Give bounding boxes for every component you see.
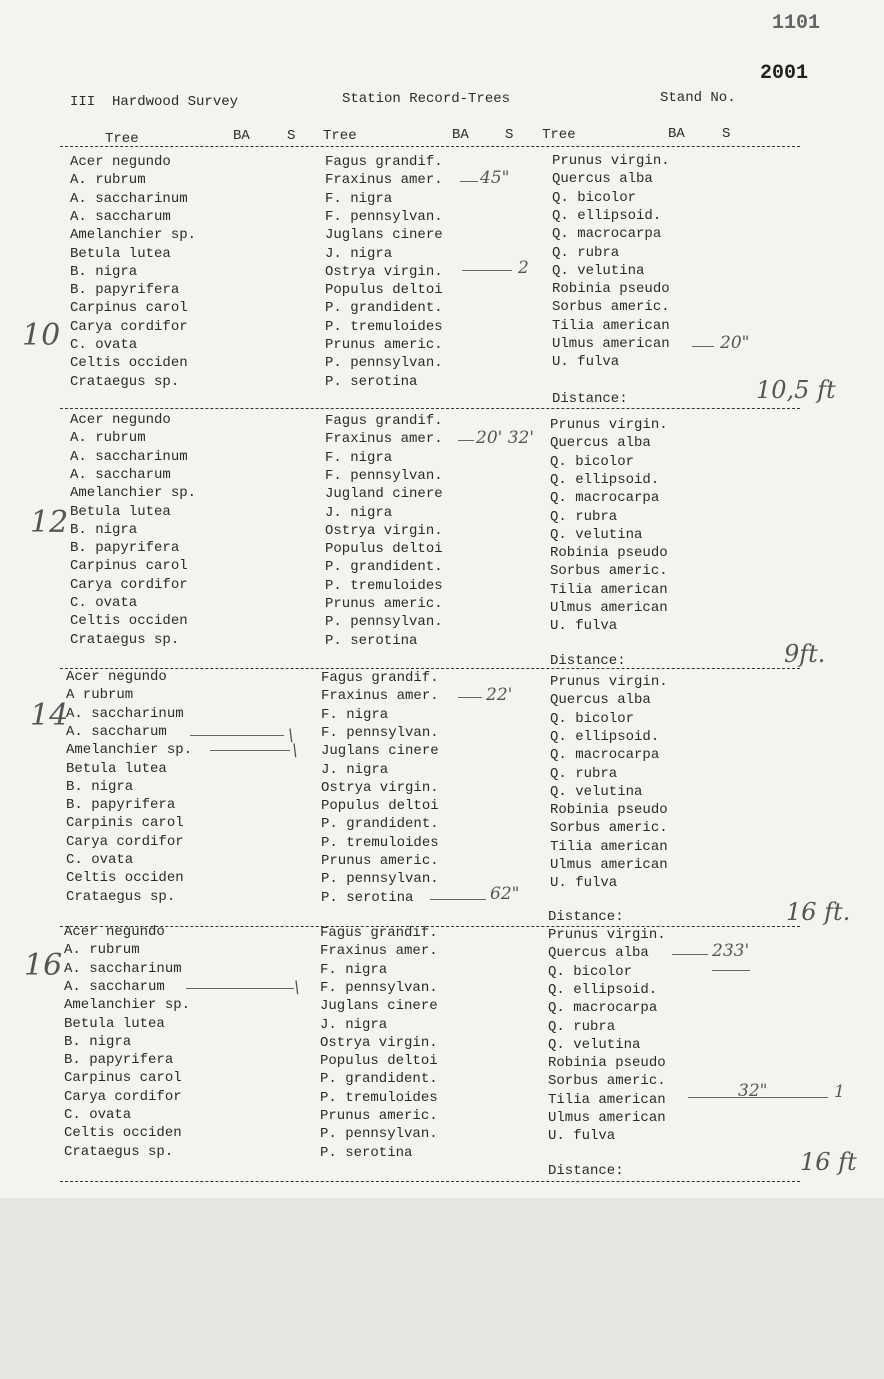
tree-name: Q. bicolor	[550, 453, 635, 470]
tree-name: Tilia american	[550, 838, 668, 855]
tree-name: P. pennsylvan.	[320, 1126, 438, 1143]
header-divider	[60, 146, 800, 147]
tree-name: Amelanchier sp.	[70, 227, 197, 244]
tree-name: P. serotina	[320, 1144, 413, 1161]
tree-name: A rubrum	[66, 687, 134, 704]
tree-name: B. papyrifera	[66, 797, 176, 814]
tally-line	[186, 988, 294, 989]
tree-name: P. grandident.	[325, 300, 443, 317]
tally-line	[672, 954, 708, 955]
distance-value: 16 ft.	[786, 898, 851, 926]
tree-name: Q. macrocarpa	[550, 490, 660, 507]
tree-name: P. pennsylvan.	[325, 355, 443, 372]
tree-name: Populus deltoi	[321, 798, 439, 815]
tree-name: U. fulva	[552, 354, 620, 371]
tree-name: Q. velutina	[550, 783, 643, 800]
tree-name: Carpinus carol	[70, 300, 188, 317]
tree-name: P. pennsylvan.	[325, 614, 443, 631]
tree-name: Acer negundo	[70, 412, 171, 428]
distance-value: 16 ft	[800, 1148, 857, 1176]
tree-name: Q. macrocarpa	[552, 226, 662, 243]
tree-name: P. serotina	[325, 632, 418, 649]
tree-name: U. fulva	[550, 618, 618, 635]
tree-name: Carpinus carol	[70, 558, 188, 575]
tree-name: Fagus grandif.	[320, 925, 438, 941]
tree-name: Quercus alba	[552, 171, 653, 188]
tree-name: Ulmus american	[552, 336, 670, 352]
tree-name: Robinia pseudo	[552, 281, 670, 298]
tree-name: F. pennsylvan.	[325, 467, 443, 484]
tree-name: Fagus grandif.	[321, 670, 439, 686]
tally-line	[458, 440, 474, 441]
tree-name: J. nigra	[320, 1016, 388, 1033]
tree-name: Betula lutea	[66, 760, 167, 777]
station-divider	[60, 1181, 800, 1182]
col-tree-header: Tree	[542, 127, 576, 143]
tree-name: Carpinus carol	[64, 1070, 182, 1087]
tally-line	[458, 697, 482, 698]
tree-name: J. nigra	[325, 245, 393, 262]
tree-name: Acer negundo	[64, 924, 165, 940]
tree-name: Prunus virgin.	[548, 927, 666, 943]
tree-name: Betula lutea	[64, 1015, 165, 1032]
tree-name: Q. ellipsoid.	[550, 728, 660, 745]
tree-name: Celtis occiden	[64, 1125, 182, 1142]
tree-name: Sorbus americ.	[548, 1073, 666, 1090]
tally-line	[462, 270, 512, 271]
tree-name: B. nigra	[70, 263, 138, 280]
station-number: 12	[30, 505, 69, 540]
tree-name: Populus deltoi	[320, 1053, 438, 1070]
tree-name: Prunus americ.	[325, 596, 443, 612]
tree-name: Carpinis carol	[66, 815, 184, 832]
tree-name: A. saccharum	[64, 978, 165, 995]
handwritten-note: 233'	[712, 941, 750, 961]
stand-label: Stand No.	[660, 90, 736, 106]
tree-name: B. nigra	[66, 778, 134, 795]
tree-name: Crataegus sp.	[70, 631, 180, 648]
tree-name: Acer negundo	[66, 669, 167, 685]
tree-name: Amelanchier sp.	[70, 485, 197, 502]
tree-name: C. ovata	[70, 595, 138, 611]
tree-name: Q. macrocarpa	[550, 747, 660, 764]
tree-name: Carya cordifor	[64, 1088, 182, 1105]
station-number: 16	[24, 948, 63, 983]
tree-name: Q. ellipsoid.	[548, 981, 658, 998]
tree-name: Q. ellipsoid.	[550, 471, 660, 488]
tree-name: Robinia pseudo	[550, 545, 668, 562]
tree-name: Crataegus sp.	[66, 888, 176, 905]
col-s-header: S	[505, 127, 514, 143]
tree-name: Tilia american	[548, 1091, 666, 1108]
tree-name: Q. rubra	[548, 1018, 616, 1035]
tree-name: Q. velutina	[548, 1036, 641, 1053]
tree-name: Q. velutina	[550, 526, 643, 543]
tally-line	[460, 181, 478, 182]
col-tree-header: Tree	[323, 128, 357, 144]
tree-name: P. tremuloides	[321, 834, 439, 851]
tree-name: Amelanchier sp.	[64, 997, 191, 1014]
tree-name: Quercus alba	[550, 692, 651, 709]
handwritten-note: \	[292, 741, 298, 761]
tree-name: A. saccharinum	[64, 960, 182, 977]
tree-name: Fagus grandif.	[325, 413, 443, 429]
tree-name: Celtis occiden	[70, 613, 188, 630]
tally-line	[190, 735, 284, 736]
tree-name: Q. bicolor	[550, 710, 635, 727]
distance-label: Distance:	[550, 653, 626, 669]
tree-name: P. pennsylvan.	[321, 871, 439, 888]
tree-name: Prunus americ.	[325, 337, 443, 353]
col-s-header: S	[722, 126, 731, 142]
tree-name: C. ovata	[70, 337, 138, 353]
tree-name: F. nigra	[320, 961, 388, 978]
tree-name: P. grandident.	[320, 1071, 438, 1088]
tree-name: P. tremuloides	[320, 1089, 438, 1106]
distance-label: Distance:	[552, 391, 628, 407]
distance-value: 9ft.	[784, 640, 826, 668]
tree-name: Fraxinus amer.	[321, 688, 439, 705]
tree-name: Q. bicolor	[548, 963, 633, 980]
tree-name: Acer negundo	[70, 154, 171, 170]
tree-name: B. papyrifera	[70, 540, 180, 557]
tree-name: Celtis occiden	[70, 355, 188, 372]
tree-name: F. pennsylvan.	[320, 979, 438, 996]
tree-name: Fagus grandif.	[325, 154, 443, 170]
tree-name: F. nigra	[325, 449, 393, 466]
tree-name: Ostrya virgin.	[325, 522, 443, 539]
tree-name: Q. rubra	[550, 508, 618, 525]
tree-name: F. nigra	[321, 706, 389, 723]
tree-name: Betula lutea	[70, 245, 171, 262]
record-title: Station Record-Trees	[342, 91, 511, 107]
stand-number-top: 1101	[772, 12, 821, 35]
tally-line	[430, 899, 486, 900]
tree-name: B. papyrifera	[64, 1052, 174, 1069]
tree-name: J. nigra	[325, 504, 393, 521]
tree-name: Ulmus american	[550, 600, 668, 616]
tree-name: A. saccharum	[70, 208, 171, 225]
handwritten-note: 22'	[486, 685, 513, 705]
tree-name: A. saccharum	[66, 723, 167, 740]
tree-name: P. serotina	[321, 889, 414, 906]
tree-name: F. pennsylvan.	[321, 724, 439, 741]
tree-name: Betula lutea	[70, 503, 171, 520]
tree-name: C. ovata	[64, 1107, 132, 1123]
page-margin	[0, 1198, 884, 1379]
tree-name: Ulmus american	[548, 1110, 666, 1126]
tree-name: Prunus americ.	[320, 1108, 438, 1124]
tree-name: P. tremuloides	[325, 577, 443, 594]
handwritten-note: 62"	[490, 884, 520, 904]
handwritten-note: 45"	[480, 168, 510, 188]
stand-number: 2001	[760, 62, 809, 85]
tree-name: P. grandident.	[325, 559, 443, 576]
tree-name: Carya cordifor	[70, 318, 188, 335]
handwritten-note: \	[288, 726, 294, 746]
tree-name: Fraxinus amer.	[325, 431, 443, 448]
col-ba-header: BA	[233, 128, 250, 144]
tally-line	[712, 970, 750, 971]
tally-line	[692, 346, 714, 347]
station-divider	[60, 408, 800, 409]
tree-name: Ostrya virgin.	[325, 263, 443, 280]
tree-name: Populus deltoi	[325, 282, 443, 299]
distance-label: Distance:	[548, 1163, 624, 1179]
tree-name: Amelanchier sp.	[66, 742, 193, 759]
col-ba-header: BA	[668, 126, 685, 142]
distance-value: 10,5 ft	[756, 376, 836, 404]
tree-name: Q. rubra	[550, 765, 618, 782]
tree-name: Ulmus american	[550, 857, 668, 873]
tree-name: Prunus virgin.	[552, 153, 670, 169]
tree-name: Q. macrocarpa	[548, 1000, 658, 1017]
survey-title: III Hardwood Survey	[70, 94, 239, 110]
col-s-header: S	[287, 128, 296, 144]
tree-name: U. fulva	[550, 875, 618, 892]
tree-name: Tilia american	[552, 317, 670, 334]
col-tree-header: Tree	[105, 131, 139, 147]
tally-line	[210, 750, 290, 751]
tree-name: A. rubrum	[70, 172, 146, 189]
handwritten-note: 32"	[738, 1081, 768, 1101]
tree-name: Robinia pseudo	[550, 802, 668, 819]
tree-name: J. nigra	[321, 761, 389, 778]
tree-name: Carya cordifor	[70, 576, 188, 593]
tree-name: A. saccharinum	[70, 448, 188, 465]
tree-name: P. grandident.	[321, 816, 439, 833]
tree-name: Crataegus sp.	[70, 373, 180, 390]
tree-name: C. ovata	[66, 852, 134, 868]
tree-name: Juglans cinere	[325, 227, 443, 244]
tree-name: Q. velutina	[552, 262, 645, 279]
tree-name: Jugland cinere	[325, 486, 443, 503]
tree-name: P. serotina	[325, 373, 418, 390]
tree-name: Q. bicolor	[552, 189, 637, 206]
tree-name: Ostrya virgin.	[321, 779, 439, 796]
tree-name: F. nigra	[325, 190, 393, 207]
handwritten-note: \	[294, 978, 300, 998]
handwritten-note: 20' 32'	[476, 428, 535, 448]
col-ba-header: BA	[452, 127, 469, 143]
tree-name: A. rubrum	[70, 430, 146, 447]
distance-label: Distance:	[548, 909, 624, 925]
tree-name: U. fulva	[548, 1128, 616, 1145]
tree-name: Q. ellipsoid.	[552, 207, 662, 224]
tree-name: Tilia american	[550, 581, 668, 598]
tree-name: B. nigra	[64, 1033, 132, 1050]
tree-name: Quercus alba	[550, 435, 651, 452]
tree-name: Prunus virgin.	[550, 417, 668, 433]
tree-name: Carya cordifor	[66, 833, 184, 850]
station-number: 10	[22, 318, 61, 353]
tree-name: Celtis occiden	[66, 870, 184, 887]
tree-name: Fraxinus amer.	[320, 943, 438, 960]
tree-name: Prunus americ.	[321, 853, 439, 869]
tree-name: A. saccharinum	[66, 705, 184, 722]
tree-name: Sorbus americ.	[550, 563, 668, 580]
tree-name: F. pennsylvan.	[325, 208, 443, 225]
handwritten-note: 2	[518, 258, 529, 278]
tree-name: B. papyrifera	[70, 282, 180, 299]
tree-name: A. saccharinum	[70, 190, 188, 207]
tree-name: Ostrya virgin.	[320, 1034, 438, 1051]
tree-name: Sorbus americ.	[552, 299, 670, 316]
tree-name: Q. rubra	[552, 244, 620, 261]
station-number: 14	[30, 698, 69, 733]
tree-name: Quercus alba	[548, 945, 649, 962]
tree-name: A. rubrum	[64, 942, 140, 959]
tree-name: Fraxinus amer.	[325, 172, 443, 189]
tree-name: A. saccharum	[70, 466, 171, 483]
tree-name: Prunus virgin.	[550, 674, 668, 690]
handwritten-note: 1	[834, 1082, 845, 1102]
tree-name: B. nigra	[70, 521, 138, 538]
tree-name: P. tremuloides	[325, 318, 443, 335]
tree-name: Crataegus sp.	[64, 1143, 174, 1160]
tree-name: Robinia pseudo	[548, 1055, 666, 1072]
tree-name: Populus deltoi	[325, 541, 443, 558]
tree-name: Sorbus americ.	[550, 820, 668, 837]
tree-name: Juglans cinere	[321, 743, 439, 760]
tree-name: Juglans cinere	[320, 998, 438, 1015]
handwritten-note: 20"	[720, 333, 750, 353]
